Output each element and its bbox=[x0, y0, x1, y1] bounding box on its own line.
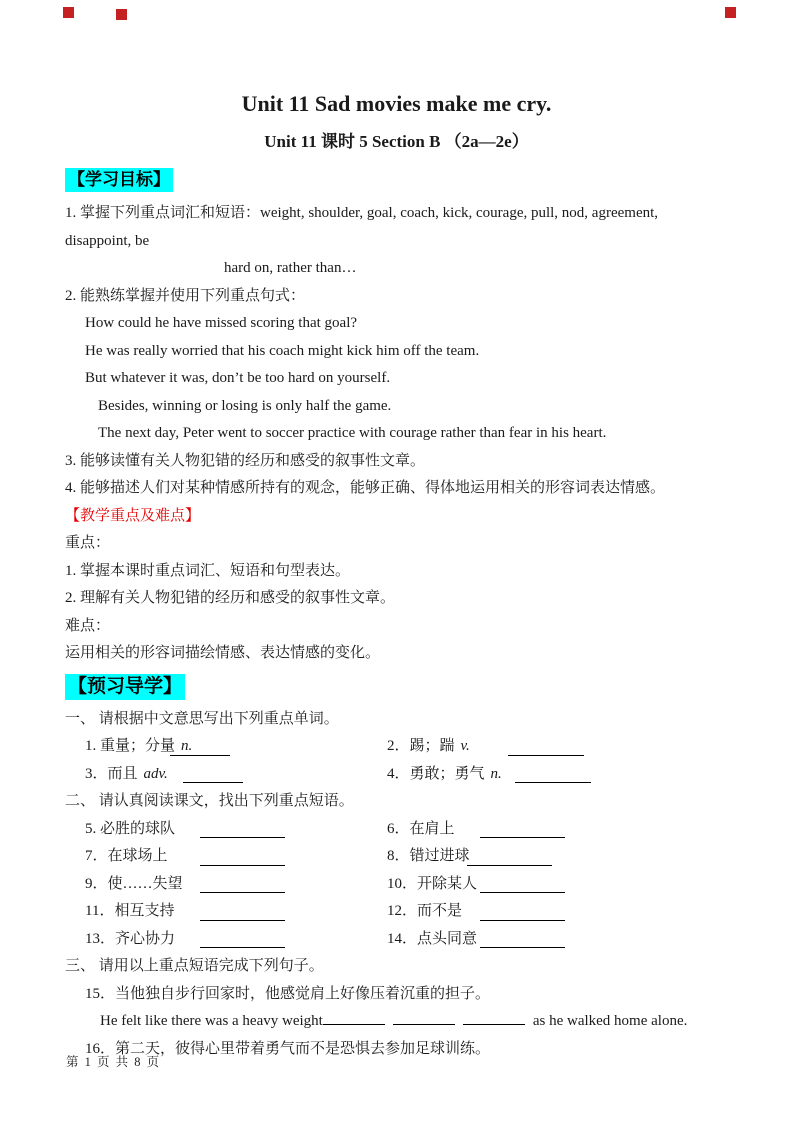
phrase-item bbox=[65, 871, 367, 899]
answer-blank bbox=[200, 865, 285, 866]
key-point-item: 2. 理解有关人物犯错的经历和感受的叙事性文章。 bbox=[65, 590, 396, 606]
vocabulary-row bbox=[65, 761, 728, 789]
phrase-item bbox=[65, 843, 367, 871]
key-points-label: 重点： bbox=[65, 535, 111, 551]
key-sentence: How could he have missed scoring that goal? bbox=[85, 315, 358, 331]
vocab-label: 1. 重量；分量 bbox=[85, 738, 176, 754]
vocab-item bbox=[367, 733, 728, 761]
pos-tag: v. bbox=[460, 738, 470, 754]
sentence-suffix: as he walked home alone. bbox=[532, 1013, 688, 1029]
answer-blank bbox=[480, 947, 565, 948]
preview-section bbox=[65, 706, 728, 1064]
answer-blank bbox=[480, 892, 565, 893]
vocab-item bbox=[65, 733, 367, 761]
answer-blank bbox=[467, 865, 552, 866]
page-number-footer: 第 1 页 共 8 页 bbox=[66, 1055, 161, 1069]
phrase-label: 11．相互支持 bbox=[85, 903, 175, 919]
difficulty-label: 难点： bbox=[65, 617, 111, 634]
phrase-item bbox=[65, 926, 367, 954]
phrase-row bbox=[65, 871, 728, 899]
question-15-chinese: 15．当他独自步行回家时，他感觉肩上好像压着沉重的担子。 bbox=[85, 985, 491, 1002]
learning-goals-section bbox=[65, 200, 728, 503]
pos-tag: adv. bbox=[143, 765, 168, 782]
preview-heading-row bbox=[65, 674, 728, 700]
vocab-item bbox=[65, 761, 367, 789]
phrase-item bbox=[367, 843, 728, 871]
phrase-row bbox=[65, 926, 728, 954]
key-sentence: But whatever it was, don’t be too hard on yourself. bbox=[85, 370, 391, 386]
answer-blank bbox=[200, 920, 285, 921]
answer-blank bbox=[463, 1012, 525, 1025]
phrase-label: 14．点头同意 bbox=[387, 930, 478, 947]
key-points-section bbox=[65, 530, 728, 668]
pos-tag: n. bbox=[490, 765, 502, 782]
part3-title: 三、 请用以上重点短语完成下列句子。 bbox=[65, 958, 324, 974]
key-point-item: 1. 掌握本课时重点词汇、短语和句型表达。 bbox=[65, 562, 351, 579]
goal-item: 3. 能够读懂有关人物犯错的经历和感受的叙事性文章。 bbox=[65, 452, 426, 469]
phrase-label: 9．使……失望 bbox=[85, 875, 183, 892]
phrase-item bbox=[65, 816, 367, 844]
phrase-row bbox=[65, 816, 728, 844]
answer-blank bbox=[508, 755, 584, 756]
phrase-item bbox=[367, 926, 728, 954]
key-sentence: The next day, Peter went to soccer practice with courage rather than fear in his heart. bbox=[98, 425, 607, 441]
difficulty-item: 运用相关的形容词描绘情感、表达情感的变化。 bbox=[65, 645, 381, 661]
goal-item: 1. 掌握下列重点词汇和短语：weight, shoulder, goal, coach, kick, courage, pull, nod, agreement, disappoint, be bbox=[65, 205, 659, 249]
answer-blank bbox=[200, 947, 285, 948]
key-sentence: Besides, winning or losing is only half the game. bbox=[98, 397, 392, 414]
document-title: Unit 11 Sad movies make me cry. bbox=[241, 91, 552, 116]
answer-blank bbox=[515, 782, 591, 783]
document-subtitle: Unit 11 课时 5 Section B （2a—2e） bbox=[264, 132, 529, 151]
answer-blank bbox=[200, 837, 285, 838]
sentence-prefix: He felt like there was a heavy weight bbox=[100, 1013, 323, 1029]
phrase-item bbox=[367, 898, 728, 926]
answer-blank bbox=[323, 1012, 385, 1025]
phrase-label: 5. 必胜的球队 bbox=[85, 820, 176, 837]
phrase-item bbox=[367, 871, 728, 899]
part2-title: 二、 请认真阅读课文，找出下列重点短语。 bbox=[65, 793, 354, 809]
phrase-label: 10．开除某人 bbox=[387, 875, 478, 892]
question-15-english bbox=[100, 1008, 728, 1036]
vocab-label: 4．勇敢；勇气 bbox=[387, 765, 485, 782]
phrase-item bbox=[65, 898, 367, 926]
answer-blank bbox=[393, 1012, 455, 1025]
part1-title: 一、 请根据中文意思写出下列重点单词。 bbox=[65, 710, 339, 727]
preview-heading: 【预习导学】 bbox=[65, 674, 185, 700]
vocab-label: 3．而且 bbox=[85, 765, 138, 782]
learning-goals-heading-row bbox=[65, 168, 728, 192]
goal-item-continuation: hard on, rather than… bbox=[224, 260, 357, 276]
phrase-row bbox=[65, 898, 728, 926]
answer-blank bbox=[170, 755, 230, 756]
answer-blank bbox=[480, 920, 565, 921]
answer-blank bbox=[200, 892, 285, 893]
learning-goals-heading: 【学习目标】 bbox=[65, 168, 173, 192]
vocab-label: 2．踢；踹 bbox=[387, 738, 455, 754]
phrase-label: 8．错过进球 bbox=[387, 848, 470, 864]
question-16-chinese: 16．第二天，彼得心里带着勇气而不是恐惧去参加足球训练。 bbox=[85, 1040, 491, 1057]
phrase-label: 13．齐心协力 bbox=[85, 930, 176, 947]
vocabulary-row bbox=[65, 733, 728, 761]
phrase-label: 12．而不是 bbox=[387, 903, 463, 919]
answer-blank bbox=[480, 837, 565, 838]
goal-item: 2. 能熟练掌握并使用下列重点句式： bbox=[65, 287, 306, 304]
key-sentence: He was really worried that his coach might kick him off the team. bbox=[85, 342, 480, 359]
answer-blank bbox=[183, 782, 243, 783]
phrase-label: 7．在球场上 bbox=[85, 848, 168, 864]
phrase-label: 6．在肩上 bbox=[387, 820, 455, 837]
vocab-item bbox=[367, 761, 728, 789]
key-points-heading: 【教学重点及难点】 bbox=[65, 507, 201, 524]
pos-tag: n. bbox=[181, 738, 193, 754]
goal-item: 4. 能够描述人们对某种情感所持有的观念，能够正确、得体地运用相关的形容词表达情感。 bbox=[65, 480, 666, 496]
phrase-row bbox=[65, 843, 728, 871]
phrase-item bbox=[367, 816, 728, 844]
